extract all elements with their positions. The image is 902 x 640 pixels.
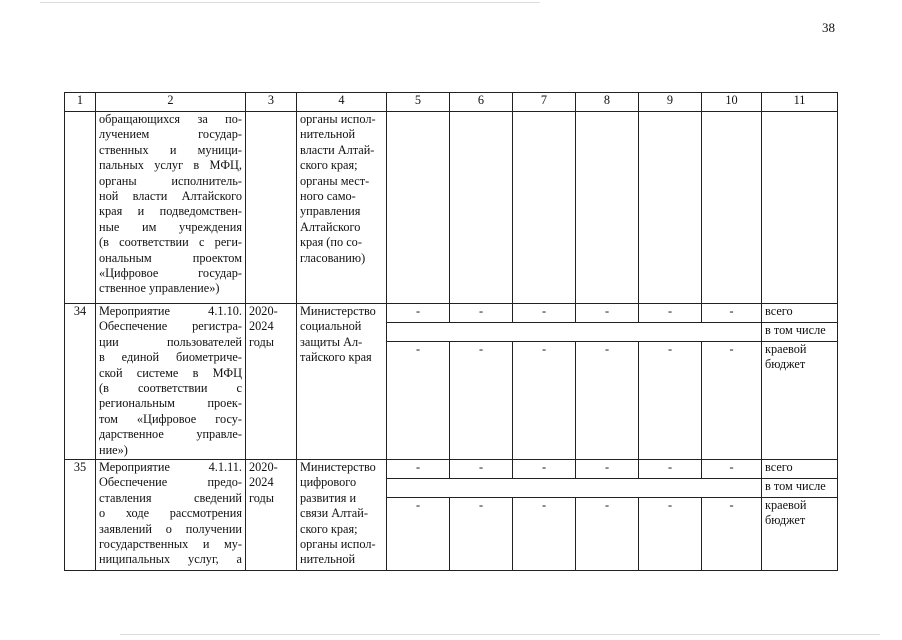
text-line: годы <box>249 490 275 505</box>
scan-artifact-bottom <box>120 634 880 635</box>
text-line: управления <box>300 204 361 219</box>
text-line: нительной <box>300 127 356 142</box>
text-line: Министерство <box>300 304 376 318</box>
value-cell: - <box>576 460 639 479</box>
text-line: органы исполнитель- <box>99 173 242 188</box>
text-line: социальной <box>300 319 362 334</box>
header-col-9: 9 <box>639 93 702 112</box>
value-cell: - <box>387 498 450 571</box>
value-cell: - <box>387 460 450 479</box>
text-line: связи Алтай- <box>300 506 368 521</box>
text-line: 2024 <box>249 475 274 490</box>
header-col-5: 5 <box>387 93 450 112</box>
budget-label <box>762 498 838 571</box>
text-line: Обеспечение предо- <box>99 475 242 490</box>
text-line: дарственное управле- <box>99 427 242 442</box>
text-line: обращающихся за по- <box>99 112 242 126</box>
table-row-34 <box>65 304 838 323</box>
text-line: нительной <box>300 552 356 567</box>
header-col-8: 8 <box>576 93 639 112</box>
text-line: ные им учреждения <box>99 219 242 234</box>
value-cell: - <box>639 460 702 479</box>
header-col-2: 2 <box>96 93 246 112</box>
text-line: власти Алтай- <box>300 142 375 157</box>
text-line: в единой биометриче- <box>99 350 242 365</box>
text-line: ственное управление») <box>99 281 220 296</box>
text-line: бюджет <box>765 513 806 528</box>
years-cell <box>246 304 297 460</box>
value-cell: - <box>387 342 450 460</box>
text-line: края (по со- <box>300 235 362 250</box>
value-cell: - <box>702 304 762 323</box>
value-cell: - <box>513 498 576 571</box>
header-col-11: 11 <box>762 93 838 112</box>
text-line: (в соответствии с <box>99 381 242 396</box>
budget-label <box>762 342 838 460</box>
text-line: Обеспечение регистра- <box>99 319 242 334</box>
header-col-1: 1 <box>65 93 96 112</box>
text-line: ниципальных услуг, а <box>99 552 242 567</box>
value-cell: - <box>639 304 702 323</box>
text-line: пальных услуг в МФЦ, <box>99 158 242 173</box>
text-line: «Цифровое государ- <box>99 266 242 281</box>
text-line: ональным проектом <box>99 250 242 265</box>
value-cell: - <box>513 304 576 323</box>
value-cell: - <box>450 304 513 323</box>
executor-cell <box>297 460 387 571</box>
value-cell: - <box>576 342 639 460</box>
text-line: том «Цифровое госу- <box>99 411 242 426</box>
value-cell: - <box>576 498 639 571</box>
header-col-6: 6 <box>450 93 513 112</box>
text-line: органы испол- <box>300 112 376 126</box>
text-line: бюджет <box>765 357 806 372</box>
text-line: ной власти Алтайского <box>99 189 242 204</box>
value-cell: - <box>513 460 576 479</box>
text-line: ственных и муници- <box>99 142 242 157</box>
value-cell <box>513 112 576 304</box>
value-cell: - <box>639 498 702 571</box>
text-line: ставления сведений <box>99 490 242 505</box>
text-line: органы мест- <box>300 173 370 188</box>
text-line: Мероприятие 4.1.11. <box>99 460 242 474</box>
empty-span-cell <box>387 323 762 342</box>
value-cell: - <box>513 342 576 460</box>
text-line: лучением государ- <box>99 127 242 142</box>
text-line: краевой <box>765 498 807 512</box>
header-col-3: 3 <box>246 93 297 112</box>
continuation-name <box>96 112 246 304</box>
value-cell: - <box>639 342 702 460</box>
text-line: цифрового <box>300 475 357 490</box>
measure-name <box>96 460 246 571</box>
text-line: краевой <box>765 342 807 356</box>
text-line: ние») <box>99 442 128 457</box>
including-label: в том числе <box>762 479 838 498</box>
table-row-35 <box>65 460 838 479</box>
text-line: региональным проек- <box>99 396 242 411</box>
value-cell <box>762 112 838 304</box>
text-line: (в соответствии с реги- <box>99 235 242 250</box>
row-number: 34 <box>65 304 96 460</box>
value-cell: - <box>702 498 762 571</box>
text-line: органы испол- <box>300 537 376 552</box>
program-table <box>64 92 838 571</box>
text-line: ного само- <box>300 189 356 204</box>
continuation-num <box>65 112 96 304</box>
continuation-years <box>246 112 297 304</box>
value-cell <box>387 112 450 304</box>
text-line: защиты Ал- <box>300 334 363 349</box>
value-cell <box>450 112 513 304</box>
measure-name <box>96 304 246 460</box>
empty-span-cell <box>387 479 762 498</box>
text-line: государственных и му- <box>99 537 242 552</box>
value-cell: - <box>450 342 513 460</box>
value-cell: - <box>576 304 639 323</box>
text-line: 2020- <box>249 304 278 318</box>
text-line: Мероприятие 4.1.10. <box>99 304 242 318</box>
value-cell: - <box>702 342 762 460</box>
text-line: тайского края <box>300 350 372 365</box>
text-line: ского края; <box>300 158 358 173</box>
text-line: заявлений о получении <box>99 521 242 536</box>
years-cell <box>246 460 297 571</box>
value-cell: - <box>450 498 513 571</box>
value-cell <box>639 112 702 304</box>
value-cell: - <box>702 460 762 479</box>
text-line: Министерство <box>300 460 376 474</box>
text-line: 2020- <box>249 460 278 474</box>
text-line: о ходе рассмотрения <box>99 506 242 521</box>
including-label: в том числе <box>762 323 838 342</box>
header-row <box>65 93 838 112</box>
value-cell: - <box>450 460 513 479</box>
text-line: 2024 <box>249 319 274 334</box>
value-cell <box>576 112 639 304</box>
page-number: 38 <box>822 20 835 35</box>
text-line: гласованию) <box>300 250 366 265</box>
value-cell: - <box>387 304 450 323</box>
value-cell <box>702 112 762 304</box>
total-label: всего <box>762 460 838 479</box>
text-line: ской системе в МФЦ <box>99 365 242 380</box>
executor-cell <box>297 304 387 460</box>
total-label: всего <box>762 304 838 323</box>
text-line: развития и <box>300 490 357 505</box>
header-col-10: 10 <box>702 93 762 112</box>
text-line: края и подведомствен- <box>99 204 242 219</box>
scan-artifact-top <box>40 2 540 3</box>
header-col-7: 7 <box>513 93 576 112</box>
text-line: годы <box>249 334 275 349</box>
text-line: ции пользователей <box>99 334 242 349</box>
header-col-4: 4 <box>297 93 387 112</box>
text-line: Алтайского <box>300 219 361 234</box>
text-line: ского края; <box>300 521 358 536</box>
continuation-executor <box>297 112 387 304</box>
continuation-row <box>65 112 838 304</box>
row-number: 35 <box>65 460 96 571</box>
